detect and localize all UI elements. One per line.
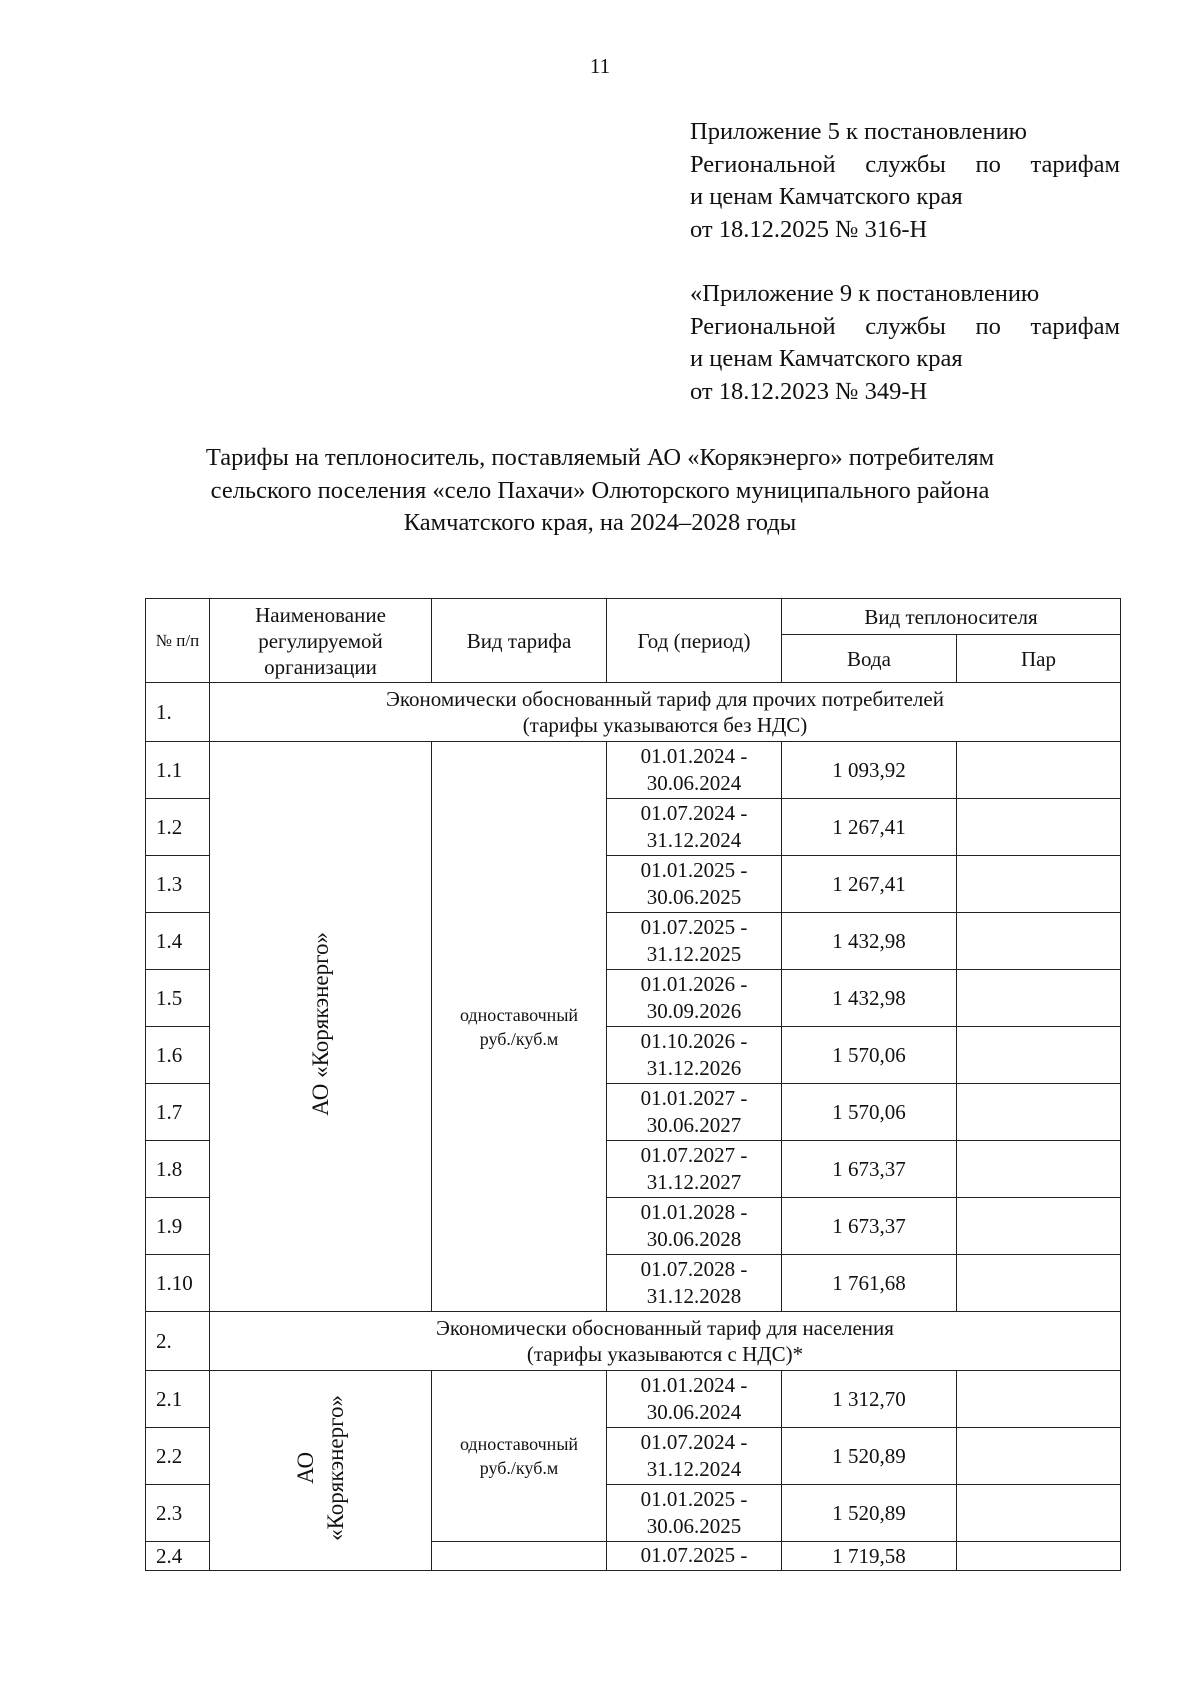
period-from: 01.07.2024 - [640, 1430, 748, 1454]
steam-tariff [957, 1485, 1121, 1542]
period-from: 01.01.2028 - [640, 1200, 748, 1224]
organization-cell [210, 1371, 432, 1571]
tariff-type-cell [432, 742, 607, 1312]
steam-tariff [957, 913, 1121, 970]
period-to: 30.06.2024 [646, 1400, 742, 1424]
steam-tariff [957, 799, 1121, 856]
tariff-unit: руб./куб.м [479, 1458, 559, 1478]
period-cell [607, 1371, 782, 1428]
water-tariff: 1 432,98 [782, 913, 957, 970]
steam-tariff [957, 1255, 1121, 1312]
period-cell [607, 1084, 782, 1141]
water-tariff: 1 570,06 [782, 1084, 957, 1141]
document-title [110, 442, 1090, 540]
period-from: 01.01.2026 - [640, 972, 748, 996]
water-tariff: 1 719,58 [782, 1542, 957, 1571]
row-number: 1.5 [146, 970, 210, 1027]
header-organization: Наименование регулируемой организации [210, 599, 432, 683]
water-tariff: 1 312,70 [782, 1371, 957, 1428]
water-tariff: 1 520,89 [782, 1485, 957, 1542]
tariff-type: одноставочный [459, 1434, 579, 1454]
organization-name [291, 1395, 351, 1541]
water-tariff: 1 520,89 [782, 1428, 957, 1485]
row-number: 1.1 [146, 742, 210, 799]
appendix-header [690, 116, 1120, 246]
period-from: 01.01.2024 - [640, 1373, 748, 1397]
water-tariff: 1 093,92 [782, 742, 957, 799]
tariff-table [145, 598, 1121, 1571]
period-from: 01.01.2024 - [640, 744, 748, 768]
period-from: 01.07.2028 - [640, 1257, 748, 1281]
organization-name-line: АО [292, 1451, 318, 1484]
section-title [210, 683, 1121, 742]
period-cell [607, 1542, 782, 1571]
period-to: 31.12.2024 [646, 1457, 742, 1481]
page-number: 11 [589, 54, 611, 78]
period-cell [607, 1141, 782, 1198]
tariff-type: одноставочный [459, 1004, 579, 1025]
header-steam: Пар [957, 635, 1121, 683]
title-line: Камчатского края, на 2024–2028 годы [403, 509, 797, 536]
period-from: 01.07.2024 - [640, 801, 748, 825]
appendix-line: и ценам Камчатского края [690, 183, 963, 210]
steam-tariff [957, 1428, 1121, 1485]
row-number: 1.7 [146, 1084, 210, 1141]
period-cell [607, 1485, 782, 1542]
steam-tariff [957, 856, 1121, 913]
steam-tariff [957, 970, 1121, 1027]
period-cell [607, 1255, 782, 1312]
steam-tariff [957, 1027, 1121, 1084]
period-cell [607, 742, 782, 799]
period-cell [607, 1198, 782, 1255]
appendix-line: Региональной службы по тарифам [690, 150, 1120, 178]
steam-tariff [957, 1141, 1121, 1198]
row-number: 1.6 [146, 1027, 210, 1084]
appendix-line: Приложение 5 к постановлению [690, 118, 1027, 145]
section-title-line: (тарифы указываются с НДС)* [526, 1342, 804, 1366]
header-row [146, 599, 1121, 635]
row-number: 1.3 [146, 856, 210, 913]
appendix-line: от 18.12.2023 № 349-Н [690, 377, 928, 405]
appendix-line: от 18.12.2025 № 316-Н [690, 215, 928, 243]
row-number: 2.2 [146, 1428, 210, 1485]
period-to: 30.06.2027 [646, 1113, 742, 1137]
water-tariff: 1 673,37 [782, 1198, 957, 1255]
period-cell [607, 1027, 782, 1084]
title-line: Тарифы на теплоноситель, поставляемый АО «Корякэнерго» потребителям [205, 444, 995, 471]
period-to: 31.12.2026 [646, 1056, 742, 1080]
steam-tariff [957, 742, 1121, 799]
row-number: 1.10 [146, 1255, 210, 1312]
section-title-line: Экономически обоснованный тариф для прочих потребителей [386, 687, 944, 711]
period-from: 01.01.2025 - [640, 858, 748, 882]
steam-tariff [957, 1371, 1121, 1428]
period-from: 01.01.2027 - [640, 1086, 748, 1110]
table-row [146, 742, 1121, 799]
period-from: 01.10.2026 - [640, 1029, 748, 1053]
section-title-line: (тарифы указываются без НДС) [522, 713, 808, 737]
tariff-type-cell [432, 1542, 607, 1571]
section-title [210, 1312, 1121, 1371]
header-period: Год (период) [607, 599, 782, 683]
period-to: 30.06.2024 [646, 771, 742, 795]
period-to: 30.09.2026 [646, 999, 742, 1023]
section-number: 1. [146, 683, 210, 742]
water-tariff: 1 570,06 [782, 1027, 957, 1084]
header-water: Вода [782, 635, 957, 683]
header-tariff-type: Вид тарифа [432, 599, 607, 683]
section-number: 2. [146, 1312, 210, 1371]
row-number: 2.3 [146, 1485, 210, 1542]
table-row [146, 1371, 1121, 1428]
tariff-unit: руб./куб.м [479, 1028, 559, 1049]
period-cell [607, 970, 782, 1027]
row-number: 2.4 [146, 1542, 210, 1571]
appendix-line: Региональной службы по тарифам [690, 312, 1120, 340]
tariff-type-cell [432, 1371, 607, 1542]
period-cell [607, 856, 782, 913]
period-to: 31.12.2024 [646, 828, 742, 852]
organization-name-line: «Корякэнерго» [322, 1394, 348, 1541]
period-to: 30.06.2025 [646, 885, 742, 909]
row-number: 1.2 [146, 799, 210, 856]
appendix-line: и ценам Камчатского края [690, 345, 963, 372]
period-to: 30.06.2025 [646, 1514, 742, 1538]
period-cell [607, 799, 782, 856]
title-line: сельского поселения «село Пахачи» Олюторского муниципального района [210, 476, 990, 504]
water-tariff: 1 267,41 [782, 799, 957, 856]
row-number: 2.1 [146, 1371, 210, 1428]
period-from: 01.07.2025 - [640, 915, 748, 939]
steam-tariff [957, 1084, 1121, 1141]
steam-tariff [957, 1542, 1121, 1571]
appendix-previous [690, 278, 1120, 408]
steam-tariff [957, 1198, 1121, 1255]
header-coolant: Вид теплоносителя [782, 599, 1121, 635]
water-tariff: 1 432,98 [782, 970, 957, 1027]
row-number: 1.4 [146, 913, 210, 970]
organization-name: АО «Корякэнерго» [307, 931, 333, 1116]
row-number: 1.9 [146, 1198, 210, 1255]
appendix-line: «Приложение 9 к постановлению [690, 280, 1040, 307]
section-row [146, 1312, 1121, 1371]
period-to: 30.06.2028 [646, 1227, 742, 1251]
header-number: № п/п [146, 599, 210, 683]
row-number: 1.8 [146, 1141, 210, 1198]
organization-cell [210, 742, 432, 1312]
period-to: 31.12.2027 [646, 1170, 742, 1194]
period-cell [607, 913, 782, 970]
period-to: 31.12.2025 [646, 942, 742, 966]
period-cell [607, 1428, 782, 1485]
period-to: 31.12.2028 [646, 1284, 742, 1308]
water-tariff: 1 761,68 [782, 1255, 957, 1312]
water-tariff: 1 673,37 [782, 1141, 957, 1198]
section-title-line: Экономически обоснованный тариф для населения [436, 1316, 894, 1340]
section-row [146, 683, 1121, 742]
period-from: 01.07.2025 - [640, 1544, 748, 1567]
water-tariff: 1 267,41 [782, 856, 957, 913]
period-from: 01.01.2025 - [640, 1487, 748, 1511]
period-from: 01.07.2027 - [640, 1143, 748, 1167]
